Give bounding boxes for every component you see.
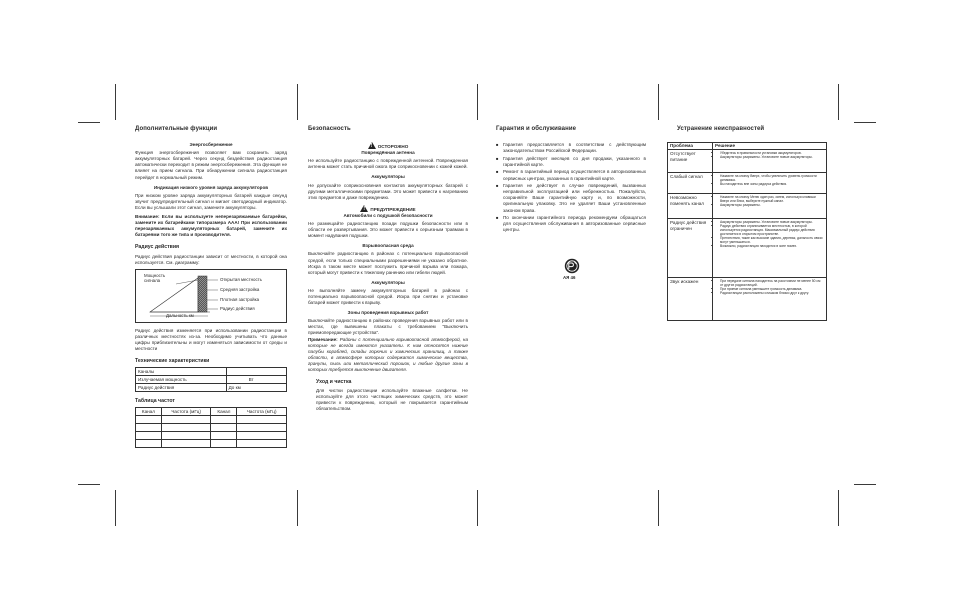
certification-mark-icon (563, 258, 581, 274)
table-cell: До км (226, 384, 286, 392)
table-row (136, 384, 287, 392)
paragraph: Радиус действия радиостанции зависит от местности, в которой она используется. См. диаграмму: (135, 253, 287, 265)
solution-item: • Возможно, радиостанция находится в зоне помех. (720, 244, 824, 248)
crop-mark (78, 484, 100, 485)
problem-cell: Слабый сигнал (668, 173, 713, 194)
solution-item: • Нажмите на кнопку Вверх, чтобы увеличить уровень громкости динамика. (720, 174, 824, 182)
crop-mark (854, 484, 876, 485)
crop-mark (115, 490, 116, 526)
paragraph: Функция энергосбережения позволяет вам сохранить заряд аккумуляторных батарей. Через секунд бездействия радиостанция автоматически переходит в режим энергосбережения. Эта функция не влияет на прием сигнала. При обнаружении сигнала радиостанция перейдет в нормальный режим. (135, 150, 287, 180)
paragraph: При низком уровне заряда аккумуляторных батарей каждые секунд звучит предупредительный сигнал и мигает светодиодный индикатор. Если вы услышали этот сигнал, замените аккумуляторы. (135, 192, 287, 210)
solution-item: • Вы находитесь вне зоны радиуса действия. (720, 182, 824, 186)
crop-mark (477, 490, 478, 526)
table-row (668, 219, 827, 278)
column-safety (308, 126, 468, 416)
diagram-distance-label: Дальность км (166, 312, 194, 318)
table-cell: Вт (226, 376, 286, 384)
solution-cell (713, 194, 827, 219)
list-item: ■ Ремонт в гарантийный период осуществляется в авторизованных сервисных центрах, указанных в гарантийной карте. (496, 169, 646, 181)
solution-item: • При приеме сигнала уменьшите громкость динамика. (720, 287, 824, 291)
solution-item: • При передаче сигнала находитесь на расстоянии не менее 50 см от других радиостанций. (720, 279, 824, 287)
subsection-title: Зоны проведения взрывных работ (347, 310, 429, 316)
table-header: Канал (211, 408, 237, 416)
solution-cell (713, 219, 827, 278)
paragraph: Для чистки радиостанции используйте влажные салфетки. Не используйте для этого чистящих химических средств, это может привести к повреждению, который не покрывается гарантийным обязательством. (316, 388, 468, 412)
solution-item: • Аккумуляторы разряжены. Установите новые аккумуляторы. (720, 155, 824, 159)
solution-item: • Аккумуляторы разряжены. Установите новые аккумуляторы. (720, 220, 824, 224)
table-cell (226, 368, 286, 376)
table-cell (211, 424, 237, 432)
table-row (136, 424, 287, 432)
solution-item: • Радиостанции расположены слишком близко друг к другу. (720, 291, 824, 295)
table-header: Частота (мГц) (237, 408, 287, 416)
table-cell (237, 440, 287, 448)
diagram-label: Открытая местность (220, 276, 262, 282)
column-troubleshooting (667, 126, 827, 321)
solution-cell (713, 173, 827, 194)
paragraph: Не выполняйте замену аккумуляторных батарей в районах с потенциально взрывоопасной средой. Искра при снятии и установке батарей может привести к взрыву. (308, 287, 468, 306)
table-header: Решение (713, 143, 827, 150)
warning-triangle-icon (360, 205, 368, 212)
table-cell (237, 424, 287, 432)
subsection-title: Радиус действия (135, 244, 180, 251)
crop-mark (78, 122, 100, 123)
solution-item: • Препятствия, такие как высокие здания, деревья, дальность связи могут уменьшаться. (720, 236, 824, 244)
table-row (136, 376, 287, 384)
diagram-label: Радиус действия (220, 305, 255, 311)
solution-item: • Убедитесь в правильности установки аккумуляторов. (720, 151, 824, 155)
warning-triangle-icon (368, 142, 376, 149)
table-cell (161, 432, 211, 440)
table-cell (136, 416, 162, 424)
certification-code: АЯ 46 (563, 275, 576, 280)
specs-table (135, 367, 287, 392)
table-header: Проблема (668, 143, 713, 150)
crop-mark (297, 490, 298, 526)
table-cell (211, 416, 237, 424)
column-warranty (496, 126, 646, 235)
table-cell (136, 432, 162, 440)
frequency-table (135, 407, 287, 448)
crop-mark (838, 490, 839, 526)
table-row (668, 173, 827, 194)
table-header: Частота (мГц) (161, 408, 211, 416)
solution-cell (713, 150, 827, 173)
table-cell (237, 416, 287, 424)
list-item: ■ Гарантия не действует в случае повреждений, вызванных неправильной эксплуатацией или небрежностью. Пожалуйста, сохраняйте Ваше гарантийную карту и, по возможности, оригинальную упаковку. Это не удаляет Ваши установленные законом права. (496, 183, 646, 213)
troubleshooting-table (667, 142, 827, 321)
subsection-title: Технические характеристики (135, 358, 210, 365)
subsection-title: Взрывоопасная среда (362, 243, 414, 249)
problem-cell: Радиус действия ограничен (668, 219, 713, 278)
subsection-title: Таблица частот (135, 398, 175, 405)
crop-mark (297, 84, 298, 120)
subsection-title: Повреждённая антенна (361, 150, 415, 156)
subsection-title: Энергосбережение (189, 142, 233, 148)
crop-mark (658, 84, 659, 120)
diagram-label: Плотная застройка (220, 296, 260, 302)
note-text: Районы с потенциально взрывоопасной атмосферой, на которые не всегда имеются указатели. К ним относятся нижние палубы кораблей, склады горючих и химических хранилищ, а также области, в атмосфере которых содержатся химические вещества, гранулы, пыль или металлический порошок, и любые другие зоны в которых требуется выключение двигателя. (308, 336, 469, 372)
paragraph: Радиус действия изменяется при использовании радиостанции в различных местностях из-за. Необходимо учитывать что данные цифры приблизительны и могут изменяться зависимости от среды и местности (135, 327, 287, 351)
crop-mark (854, 122, 876, 123)
paragraph: Выключайте радиостанцию в районах проведения взрывных работ или в местах, где вывешены плакаты с требованием "Выключить приемопередающие устройства". (308, 318, 468, 336)
diagram-power-label: Мощность сигнала (144, 272, 166, 283)
column-additional-functions (135, 126, 287, 448)
problem-cell: Отсутствует питание (668, 150, 713, 173)
subsection-title: Аккумуляторы (371, 279, 405, 285)
crop-mark (838, 84, 839, 120)
solution-item: • Нажмите на кнопку Меню один раз, затем, используя клавиши Вверх или Вниз, выберите нужный канал. (720, 195, 824, 203)
warning-heading (308, 205, 468, 213)
table-cell (237, 432, 287, 440)
paragraph: Выключайте радиостанцию в районах с потенциально взрывоопасной средой, если только специальными разрешениями не указано обратное. Искра в таком месте может послужить причиной взрыва или пожара, который могут привести к тяжелому ранению или гибели людей. (308, 251, 468, 275)
paragraph: Не используйте радиостанцию с поврежденной антенной. Поврежденная антенна может стать причиной ожога при соприкосновении с кожей кожей. (308, 158, 468, 170)
subsection-title: Индикация низкого уровня заряда аккумуляторов (153, 184, 269, 190)
caution-heading (308, 142, 468, 150)
list-item: ■ Гарантия действует месяцев со дня продажи, указанного в гарантийной карте. (496, 156, 646, 168)
section-title: Безопасность (308, 126, 351, 132)
table-row (668, 194, 827, 219)
table-cell (136, 424, 162, 432)
table-row (136, 432, 287, 440)
list-item: ■ Гарантия предоставляется в соответствии с действующим законодательством Российской Федерации. (496, 142, 646, 154)
table-cell: Излучаемая мощность (136, 376, 227, 384)
subsection-title: Автомобили с подушкой безопасности (343, 212, 433, 218)
note-paragraph (308, 337, 468, 374)
attention-paragraph: Внимание: Если вы используете неперезаряжаемые батарейки, замените их батарейками типоразмера ААА! При использовании перезаряжаемых аккумуляторных батарей, замените их батареями того же типа и производителя. (135, 214, 287, 238)
table-cell: Радиус действия (136, 384, 227, 392)
table-cell (136, 440, 162, 448)
section-title: Дополнительные функции (135, 126, 218, 132)
solution-item: • Радиус действия ограничивается местностью, в которой используется радиостанция. Максимальный радиус действия достигается в открытом пространстве. (720, 224, 824, 236)
table-cell (161, 424, 211, 432)
crop-mark (658, 490, 659, 526)
caution-label: ОСТОРОЖНО (377, 144, 409, 150)
subsection-title: Аккумуляторы (371, 174, 405, 180)
table-row (136, 416, 287, 424)
table-row (668, 150, 827, 173)
solution-cell (713, 278, 827, 321)
table-cell (211, 432, 237, 440)
table-row (136, 368, 287, 376)
section-title: Гарантия и обслуживание (496, 126, 577, 132)
table-header-row (668, 143, 827, 150)
table-cell (211, 440, 237, 448)
warranty-list (496, 142, 646, 233)
range-diagram (135, 269, 287, 323)
problem-cell: Звук искажен (668, 278, 713, 321)
section-title: Устранение неисправностей (677, 126, 765, 132)
table-row (136, 440, 287, 448)
note-label: Примечание: (308, 336, 338, 342)
table-header: Канал (136, 408, 162, 416)
table-cell (161, 440, 211, 448)
table-cell (161, 416, 211, 424)
subsection-title: Уход и чистка (316, 379, 352, 386)
list-item: ■ По окончании гарантийного периода рекомендуем обращаться для осуществления обслуживания в авторизованные сервисные центры. (496, 215, 646, 233)
paragraph: Не допускайте соприкосновения контактов аккумуляторных батарей с другими металлическими предметами. Это может привести к нагреванию этих предметов и даже повреждению. (308, 182, 468, 200)
crop-mark (477, 84, 478, 120)
solution-item: • Аккумуляторы разряжены. (720, 203, 824, 207)
problem-cell: Невозможно поменять канал (668, 194, 713, 219)
table-header-row (136, 408, 287, 416)
crop-mark (115, 84, 116, 120)
paragraph: Не размещайте радиостанцию позади подушки безопасности или в области ее развертывания. Это может привести к серьезным травмам в момент надувания подушки. (308, 221, 468, 239)
warning-label: ПРЕДУПРЕЖДЕНИЕ (370, 206, 416, 212)
diagram-label: Средняя застройка (220, 286, 260, 292)
table-row (668, 278, 827, 321)
table-cell: Каналы (136, 368, 227, 376)
